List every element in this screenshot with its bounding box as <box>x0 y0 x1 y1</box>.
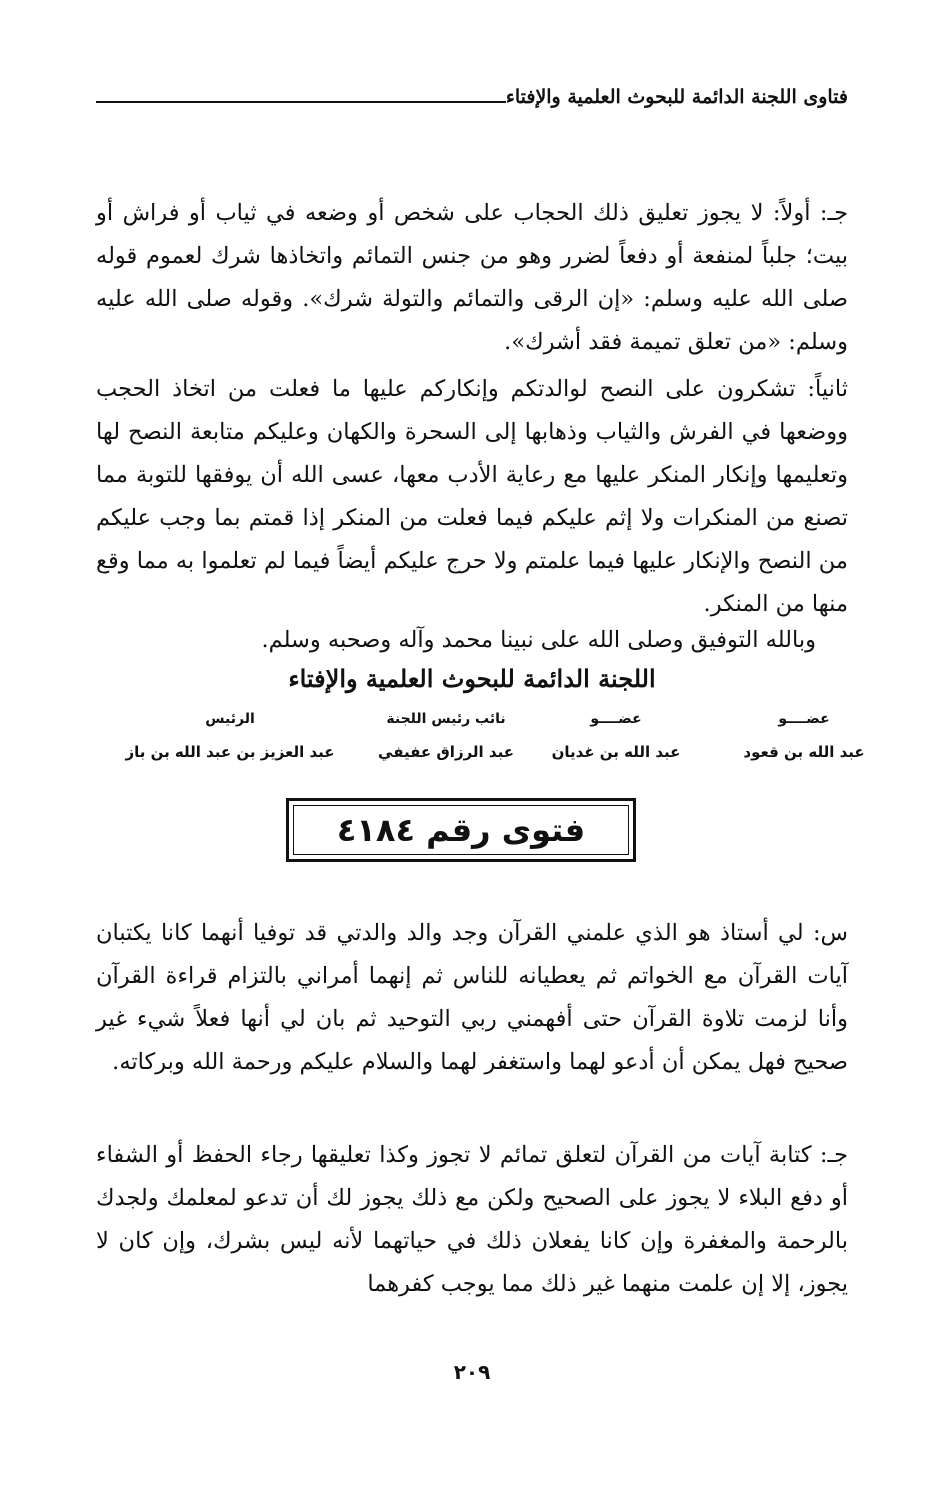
signature-name: عبد الرزاق عفيفي <box>378 743 514 761</box>
signature-name: عبد الله بن غديان <box>551 743 681 761</box>
page-number: ٢٠٩ <box>453 1360 491 1384</box>
signature-chairman <box>100 708 360 766</box>
fatwa-title-box <box>286 798 636 862</box>
signature-name: عبد الله بن قعود <box>743 743 865 761</box>
committee-name: اللجنة الدائمة للبحوث العلمية والإفتاء <box>288 664 656 693</box>
running-header <box>96 86 848 116</box>
fatwa-title-frame <box>293 805 629 855</box>
closing-prayer: وبالله التوفيق وصلى الله على نبينا محمد وآله وصحبه وسلم. <box>261 627 816 653</box>
signature-role: عضــــو <box>590 711 642 727</box>
signature-role: الرئيس <box>205 711 255 727</box>
signature-vice-chairman <box>346 708 546 766</box>
signature-name: عبد العزيز بن عبد الله بن باز <box>125 743 335 761</box>
header-rule <box>96 101 506 103</box>
signature-member-1 <box>704 708 904 766</box>
answer-paragraph-second: ثانياً: تشكرون على النصح لوالدتكم وإنكاركم عليها ما فعلت من اتخاذ الحجب ووضعها في الفرش والثياب وذهابها إلى السحرة والكهان وعليكم متابعة النصح لها وتعليمها وإنكار المنكر عليها مع رعاية الأدب معها، عسى الله أن يوفقها للتوبة مما تصنع من المنكرات ولا إثم عليكم فيما فعلت من المنكر إذا قمتم بما وجب عليكم من النصح والإنكار عليها فيما علمتم ولا حرج عليكم أيضاً فيما لم تعلموا به مما وقع منها من المنكر. <box>96 376 848 617</box>
fatwa-title: فتوى رقم ٤١٨٤ <box>336 811 586 849</box>
header-title: فتاوى اللجنة الدائمة للبحوث العلمية والإفتاء <box>505 86 848 108</box>
signature-member-2 <box>516 708 716 766</box>
signature-role: عضــــو <box>778 711 830 727</box>
question-paragraph: س: لي أستاذ هو الذي علمني القرآن وجد والد والدتي قد توفيا أنهما كانا يكتبان آيات القرآن مع الخواتم ثم يعطيانه للناس ثم إنهما أمراني بالتزام قراءة القرآن وأنا لزمت تلاوة القرآن حتى أفهمني ربي التوحيد ثم بان لي أنها فعلاً شيء غير صحيح فهل يمكن أن أدعو لهما واستغفر لهما والسلام عليكم ورحمة الله وبركاته. <box>96 920 848 1075</box>
answer-paragraph-first: جـ: أولاً: لا يجوز تعليق ذلك الحجاب على شخص أو وضعه في ثياب أو فراش أو بيت؛ جلباً لمنفعة أو دفعاً لضرر وهو من جنس التمائم واتخاذها شرك لعموم قوله صلى الله عليه وسلم: «إن الرقى والتمائم والتولة شرك». وقوله صلى الله عليه وسلم: «من تعلق تميمة فقد أشرك». <box>96 200 848 355</box>
answer-paragraph: جـ: كتابة آيات من القرآن لتعلق تمائم لا تجوز وكذا تعليقها رجاء الحفظ أو الشفاء أو دفع البلاء لا يجوز على الصحيح ولكن مع ذلك يجوز لك أن تدعو لمعلمك ولجدك بالرحمة والمغفرة وإن كانا يفعلان ذلك في حياتهما لأنه ليس بشرك، وإن كان لا يجوز، إلا إن علمت منهما غير ذلك مما يوجب كفرهما <box>96 1142 848 1297</box>
signature-role: نائب رئيس اللجنة <box>386 711 506 727</box>
